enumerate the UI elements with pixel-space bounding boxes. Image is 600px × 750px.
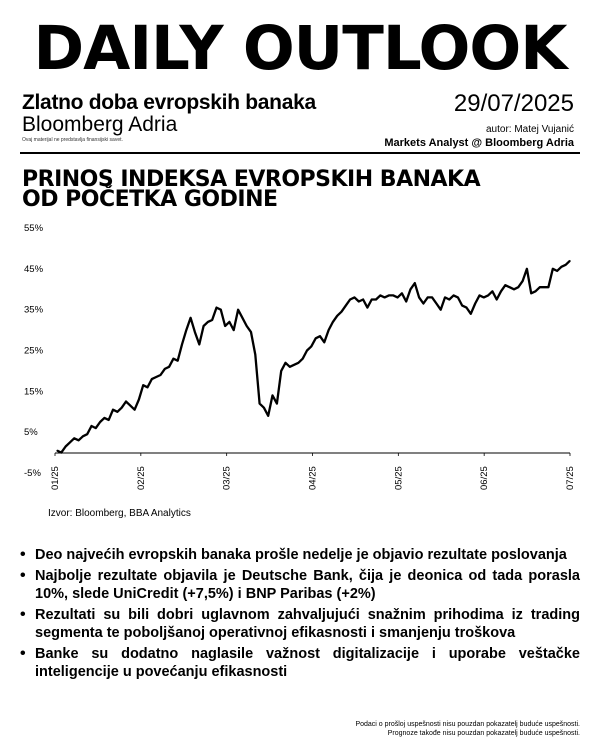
data-point (453, 295, 454, 296)
data-point (250, 332, 251, 333)
data-point (470, 313, 471, 314)
data-point (216, 307, 217, 308)
x-tick-label: 07/25 (565, 466, 576, 490)
report-subtitle: Zlatno doba evropskih banaka (22, 91, 316, 114)
data-point (363, 299, 364, 300)
data-point (315, 338, 316, 339)
disclaimer-note: Ovaj materijal ne predstavlja finansijski savet. (22, 137, 123, 143)
masthead-title: DAILY OUTLOOK (33, 13, 567, 84)
data-point (440, 309, 441, 310)
data-point (492, 291, 493, 292)
data-point (272, 395, 273, 396)
data-point (483, 297, 484, 298)
data-point (419, 297, 420, 298)
data-point (384, 297, 385, 298)
data-point (173, 358, 174, 359)
data-point (311, 346, 312, 347)
data-point (332, 321, 333, 322)
data-point (69, 442, 70, 443)
data-point (117, 411, 118, 412)
data-point (337, 315, 338, 316)
key-point: • Banke su dodatno naglasile važnost digitalizacije i uporabe veštačke inteligencije u povećanju efikasnosti (20, 645, 580, 681)
data-point (289, 366, 290, 367)
data-point (414, 283, 415, 284)
data-point (488, 295, 489, 296)
data-point (449, 299, 450, 300)
chart-source: Izvor: Bloomberg, BBA Analytics (48, 508, 191, 519)
data-point (341, 311, 342, 312)
footnote-line: Prognoze takođe nisu pouzdan pokazatelj buduće uspešnosti. (387, 730, 580, 737)
y-tick-label: 45% (24, 263, 44, 275)
data-point (164, 368, 165, 369)
data-point (268, 415, 269, 416)
data-point (539, 287, 540, 288)
footnote-line: Podaci o prošloj uspešnosti nisu pouzdan pokazatelj buduće uspešnosti. (355, 721, 580, 728)
data-point (535, 291, 536, 292)
data-point (130, 405, 131, 406)
y-tick-label: 25% (24, 345, 44, 357)
y-tick-label: 15% (24, 386, 44, 398)
key-point: • Rezultati su bili dobri uglavnom zahvaljujući snažnim prihodima iz trading segmenta te poboljšanoj operativnoj efikasnosti i smanjenju troškova (20, 606, 580, 642)
data-point (410, 289, 411, 290)
data-point (397, 297, 398, 298)
data-point (367, 307, 368, 308)
data-point (350, 299, 351, 300)
data-point (104, 417, 105, 418)
data-point (522, 281, 523, 282)
data-point (56, 450, 57, 451)
data-point (393, 295, 394, 296)
data-point (388, 295, 389, 296)
data-point (112, 409, 113, 410)
data-point (225, 325, 226, 326)
data-point (475, 303, 476, 304)
series-line (57, 261, 570, 453)
data-point (513, 289, 514, 290)
data-point (298, 362, 299, 363)
data-point (401, 293, 402, 294)
data-point (423, 303, 424, 304)
x-tick-label: 06/25 (479, 466, 491, 490)
data-point (207, 321, 208, 322)
data-point (100, 421, 101, 422)
data-point (156, 376, 157, 377)
series-group (56, 260, 570, 453)
data-point (78, 440, 79, 441)
performance-disclaimer (355, 720, 580, 738)
data-point (220, 309, 221, 310)
data-point (354, 297, 355, 298)
data-point (263, 407, 264, 408)
data-point (169, 366, 170, 367)
data-point (238, 309, 239, 310)
data-point (496, 299, 497, 300)
data-point (565, 264, 566, 265)
data-point (259, 403, 260, 404)
x-axis-ticks (50, 453, 576, 490)
data-point (319, 336, 320, 337)
data-point (526, 268, 527, 269)
data-point (406, 301, 407, 302)
x-tick-label: 02/25 (135, 466, 147, 490)
data-point (95, 428, 96, 429)
y-tick-label: 35% (24, 304, 44, 316)
data-point (143, 385, 144, 386)
key-point: • Najbolje rezultate objavila je Deutsche Bank, čija je deonica od tada porasla 10%, slede UniCredit (+7,5%) i BNP Paribas (+2%) (20, 567, 580, 603)
data-point (432, 297, 433, 298)
y-tick-label: 5% (24, 427, 38, 439)
data-point (548, 287, 549, 288)
data-point (544, 287, 545, 288)
data-point (427, 297, 428, 298)
data-point (229, 321, 230, 322)
x-tick-label: 01/25 (50, 466, 61, 490)
author-line: autor: Matej Vujanić (485, 124, 574, 135)
author-role: Markets Analyst @ Bloomberg Adria (384, 137, 574, 149)
data-point (138, 399, 139, 400)
data-point (177, 360, 178, 361)
data-point (444, 297, 445, 298)
data-point (212, 319, 213, 320)
data-point (561, 266, 562, 267)
data-point (199, 344, 200, 345)
data-point (306, 350, 307, 351)
data-point (324, 342, 325, 343)
data-point (500, 291, 501, 292)
data-point (531, 293, 532, 294)
x-tick-label: 05/25 (393, 466, 405, 490)
data-point (294, 364, 295, 365)
data-point (509, 287, 510, 288)
data-point (518, 287, 519, 288)
data-point (552, 268, 553, 269)
data-point (121, 407, 122, 408)
report-date: 29/07/2025 (453, 90, 574, 117)
data-point (181, 344, 182, 345)
y-tick-label: 55% (24, 223, 44, 234)
data-point (160, 374, 161, 375)
data-point (462, 305, 463, 306)
data-point (91, 425, 92, 426)
chart-title-line-2: OD POČETKA GODINE (22, 187, 278, 212)
data-point (505, 285, 506, 286)
data-point (203, 325, 204, 326)
x-tick-label: 03/25 (221, 466, 233, 490)
ytd-return-line-chart (0, 215, 600, 505)
data-point (285, 362, 286, 363)
chart-title-line-1: PRINOS INDEKSA EVROPSKIH BANAKA (22, 167, 481, 192)
chart-title (22, 167, 481, 212)
data-point (194, 332, 195, 333)
data-point (134, 409, 135, 410)
data-point (255, 354, 256, 355)
data-point (328, 330, 329, 331)
data-point (466, 307, 467, 308)
data-point (87, 434, 88, 435)
data-point (281, 370, 282, 371)
data-point (358, 301, 359, 302)
data-point (65, 446, 66, 447)
data-point (151, 379, 152, 380)
data-point (108, 419, 109, 420)
data-point (147, 387, 148, 388)
data-point (479, 295, 480, 296)
data-point (345, 305, 346, 306)
data-point (246, 325, 247, 326)
data-point (380, 295, 381, 296)
data-point (371, 299, 372, 300)
data-point (61, 452, 62, 453)
key-point: • Deo najvećih evropskih banaka prošle nedelje je objavio rezultate poslovanja (20, 546, 580, 564)
data-point (276, 403, 277, 404)
y-axis-labels (24, 223, 44, 479)
data-point (82, 436, 83, 437)
x-tick-label: 04/25 (307, 466, 319, 490)
data-point (190, 317, 191, 318)
brand-name: Bloomberg Adria (22, 113, 178, 136)
data-point (233, 330, 234, 331)
data-point (74, 438, 75, 439)
data-point (569, 260, 570, 261)
data-point (457, 297, 458, 298)
data-point (557, 270, 558, 271)
data-point (302, 358, 303, 359)
data-point (436, 303, 437, 304)
data-point (242, 317, 243, 318)
header-divider (20, 152, 580, 154)
data-point (375, 299, 376, 300)
data-point (125, 401, 126, 402)
key-points-list (20, 546, 580, 684)
data-point (186, 330, 187, 331)
y-tick-label: -5% (24, 468, 41, 479)
